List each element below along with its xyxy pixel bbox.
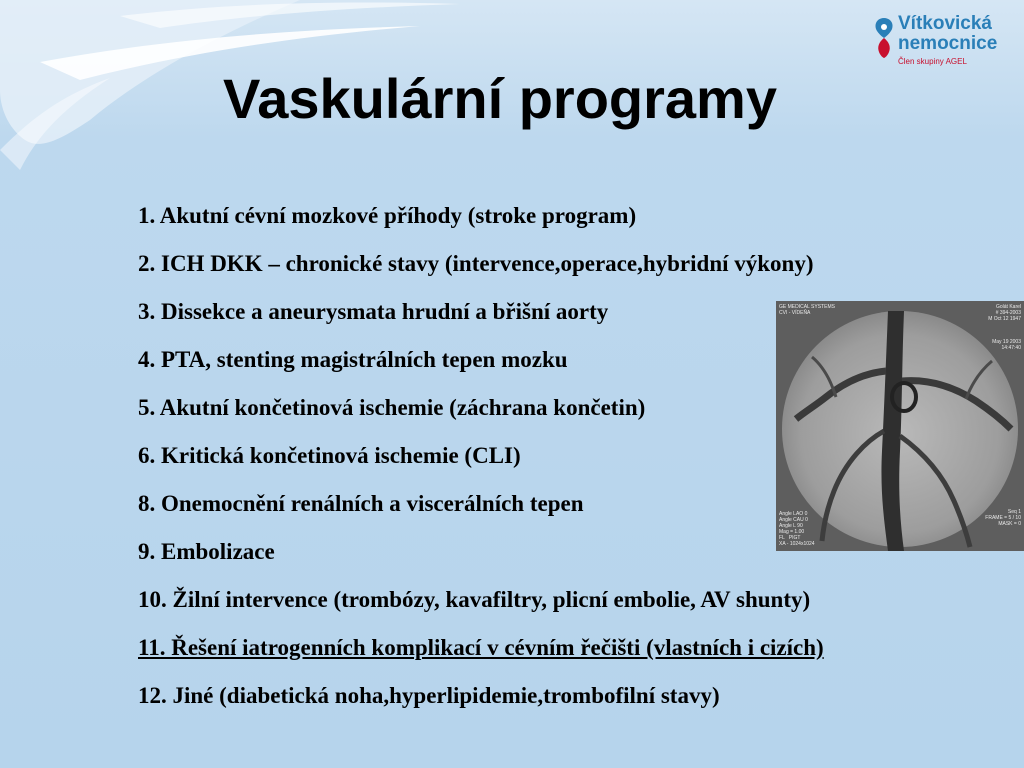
list-item: 1. Akutní cévní mozkové příhody (stroke program) <box>138 203 637 228</box>
list-item: 8. Onemocnění renálních a viscerálních tepen <box>138 491 584 516</box>
slide-title: Vaskulární programy <box>222 67 777 130</box>
angio-label-bottom-left: Angle LAO 0 Angle CAU 0 Angle L 90 Mag = 1.00 FL PIGT XA - 1024x1024 <box>779 511 815 547</box>
angio-label-top-right: Golát Karel # 394-2003 M Oct 12 1947 <box>988 304 1021 322</box>
logo-text-line2: nemocnice <box>898 33 998 54</box>
hospital-logo <box>868 12 1018 68</box>
angio-label-top-left: GE MEDICAL SYSTEMS CVI - VÍDEŇA <box>779 304 835 316</box>
program-list <box>138 192 824 720</box>
logo-text-line1: Vítkovická <box>898 13 992 34</box>
list-item: 11. Řešení iatrogenních komplikací v cévním řečišti (vlastních i cizích) <box>138 635 824 660</box>
list-item: 10. Žilní intervence (trombózy, kavafiltry, plicní embolie, AV shunty) <box>138 587 811 612</box>
angio-label-bottom-right: Seq 1 FRAME = 5 / 10 MASK = 0 <box>985 509 1021 527</box>
list-item: 2. ICH DKK – chronické stavy (intervence,operace,hybridní výkony) <box>138 251 814 276</box>
list-item: 4. PTA, stenting magistrálních tepen mozku <box>138 347 568 372</box>
list-item: 12. Jiné (diabetická noha,hyperlipidemie,trombofilní stavy) <box>138 683 720 708</box>
angiogram-image <box>776 301 1024 551</box>
list-item: 6. Kritická končetinová ischemie (CLI) <box>138 443 521 468</box>
list-item: 3. Dissekce a aneurysmata hrudní a břišní aorty <box>138 299 609 324</box>
angio-label-mid-right: May 19 2003 14:47:40 <box>992 339 1021 351</box>
logo-heart-icon <box>872 16 896 60</box>
list-item: 5. Akutní končetinová ischemie (záchrana končetin) <box>138 395 646 420</box>
list-item: 9. Embolizace <box>138 539 275 564</box>
logo-tagline: Člen skupiny AGEL <box>898 57 967 66</box>
